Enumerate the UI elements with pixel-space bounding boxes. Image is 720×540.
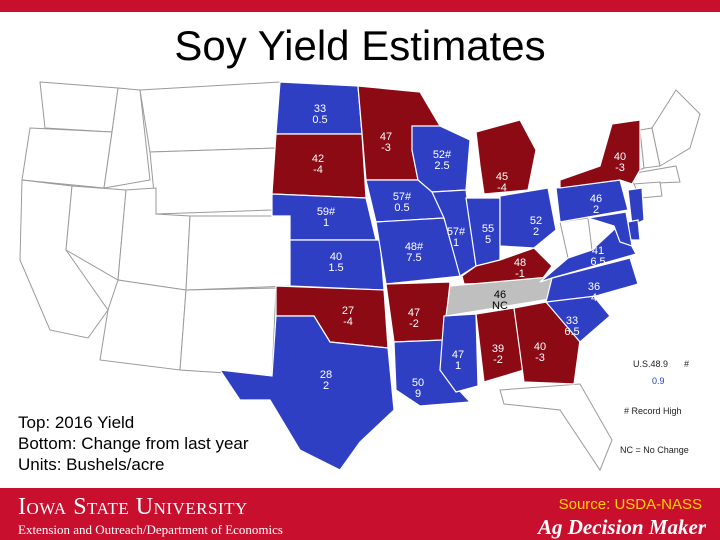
state-mi-change-label: -4	[497, 182, 507, 194]
state-nj-yield-label: 41	[648, 201, 662, 213]
state-nc-change-label: 4	[590, 292, 598, 304]
state-de-change-label: 6	[652, 236, 660, 248]
state-ga-change-label: -3	[535, 352, 545, 364]
state-ne-yield-label: 59#	[316, 206, 336, 218]
state-md-yield-label: 45	[649, 247, 663, 259]
state-tn-yield-label: 46	[493, 289, 507, 301]
state-CO	[186, 216, 290, 290]
caption-line-1: Top: 2016 Yield	[18, 413, 135, 432]
state-ny-change-label: -3	[615, 162, 625, 174]
map-caption	[18, 412, 249, 475]
state-oh-yield-label: 52	[529, 215, 543, 227]
state-mn-yield-label: 47	[379, 131, 393, 143]
state-MT	[140, 82, 280, 152]
state-nj-change-label: 9	[651, 212, 659, 224]
state-mo-yield-label: 48#	[404, 241, 424, 253]
state-ky-change-label: -1	[515, 268, 525, 280]
state-mn-change-label: -3	[381, 142, 391, 154]
state-NY	[560, 120, 640, 188]
ag-decision-maker-logo: Ag Decision Maker	[538, 515, 706, 539]
legend-us-label: U.S.48.9	[633, 359, 669, 369]
caption-line-3: Units: Bushels/acre	[18, 455, 165, 474]
state-al-yield-label: 39	[491, 343, 505, 355]
legend-record-high: # Record High	[624, 406, 682, 416]
caption-line-2: Bottom: Change from last year	[18, 434, 249, 453]
state-ks-yield-label: 40	[329, 251, 343, 263]
state-WA	[40, 82, 118, 132]
state-mo-change-label: 7.5	[406, 252, 422, 264]
state-al-change-label: -2	[493, 354, 503, 366]
state-ar-change-label: -2	[409, 318, 419, 330]
state-OH	[500, 188, 556, 248]
state-pa-yield-label: 46	[589, 193, 603, 205]
state-ar-yield-label: 47	[407, 307, 421, 319]
state-sc-yield-label: 33	[565, 315, 579, 327]
state-la-change-label: 9	[414, 388, 422, 400]
state-OR	[22, 128, 112, 188]
university-logo: Iowa State University	[18, 494, 248, 520]
state-ia-yield-label: 57#	[392, 191, 412, 203]
state-ok-yield-label: 27	[341, 305, 355, 317]
state-ky-yield-label: 48	[513, 257, 527, 269]
state-nc-yield-label: 36	[587, 281, 601, 293]
state-mi-yield-label: 45	[495, 171, 509, 183]
state-WY	[150, 148, 276, 214]
state-ny-yield-label: 40	[613, 151, 627, 163]
state-sc-change-label: 6.5	[564, 326, 580, 338]
state-ga-yield-label: 40	[533, 341, 547, 353]
extension-department: Extension and Outreach/Department of Economics	[18, 522, 283, 537]
footer-bar	[0, 488, 720, 540]
state-sd-change-label: -4	[313, 164, 323, 176]
state-ms-yield-label: 47	[451, 349, 465, 361]
state-in-change-label: 5	[484, 234, 492, 246]
state-sd-yield-label: 42	[311, 153, 325, 165]
state-de-yield-label: 46	[649, 225, 663, 237]
state-NM	[180, 288, 276, 376]
legend-us-mark: #	[684, 359, 690, 369]
state-ne-change-label: 1	[322, 217, 330, 229]
legend-us-change: 0.9	[652, 376, 665, 386]
state-AZ	[100, 280, 186, 370]
state-md-change-label: 5	[652, 258, 660, 270]
page-title: Soy Yield Estimates	[174, 22, 546, 69]
state-il-change-label: 1	[452, 237, 460, 249]
state-va-change-label: 6.5	[590, 256, 606, 268]
state-wi-change-label: 2.5	[434, 160, 450, 172]
state-oh-change-label: 2	[532, 226, 540, 238]
state-in-yield-label: 55	[481, 223, 495, 235]
state-ME	[652, 90, 700, 166]
top-accent-bar	[0, 0, 720, 12]
state-tx-change-label: 2	[322, 380, 330, 392]
map-legend	[620, 359, 689, 455]
state-nd-change-label: 0.5	[312, 114, 328, 126]
state-pa-change-label: 2	[592, 204, 600, 216]
state-tx-yield-label: 28	[319, 369, 333, 381]
state-ia-change-label: 0.5	[394, 202, 410, 214]
state-ks-change-label: 1.5	[328, 262, 344, 274]
state-FL	[500, 384, 612, 470]
state-wi-yield-label: 52#	[432, 149, 452, 161]
state-ms-change-label: 1	[454, 360, 462, 372]
state-nd-yield-label: 33	[313, 103, 327, 115]
legend-nc-note: NC = No Change	[620, 445, 689, 455]
state-la-yield-label: 50	[411, 377, 425, 389]
state-tn-change-label: NC	[492, 300, 508, 312]
state-ok-change-label: -4	[343, 316, 353, 328]
state-il-yield-label: 57#	[446, 226, 466, 238]
data-source: Source: USDA-NASS	[558, 496, 702, 513]
state-va-yield-label: 41	[591, 245, 605, 257]
